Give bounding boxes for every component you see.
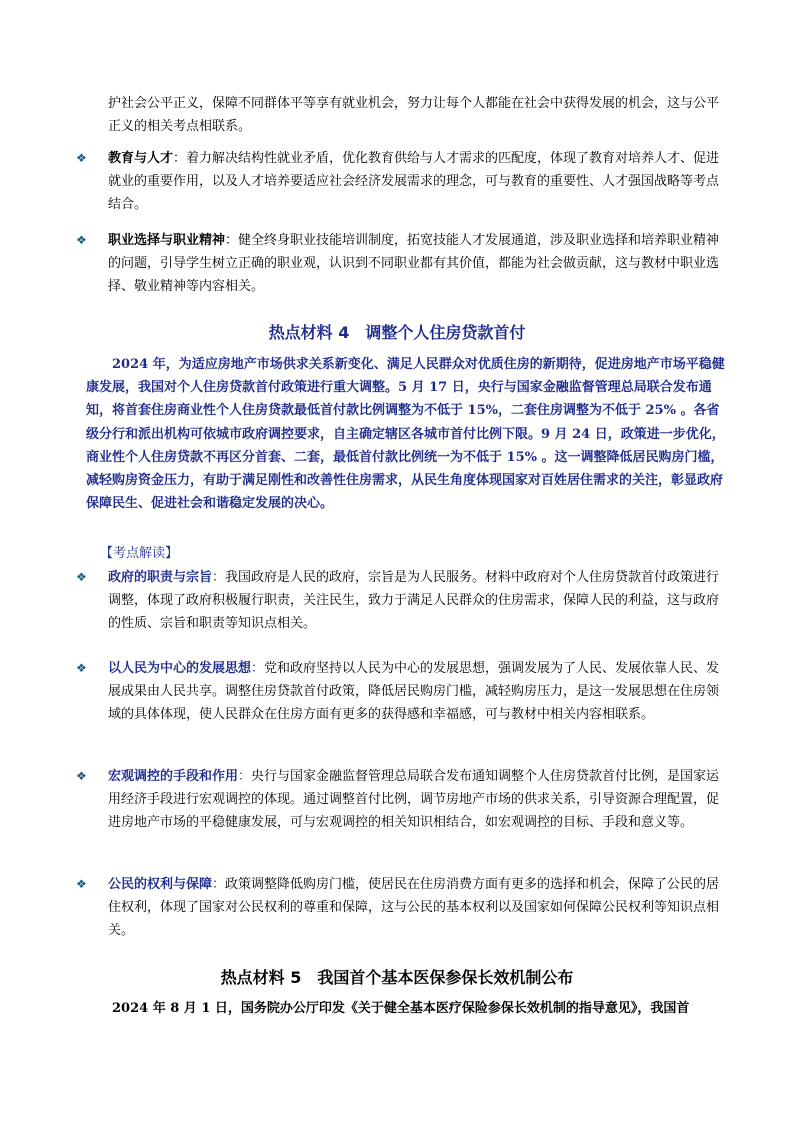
heading-material-4: 热点材料 4 调整个人住房贷款首付 bbox=[268, 323, 526, 342]
bullet-diamond-icon: ❖ bbox=[76, 769, 87, 783]
bullet-sep: ： bbox=[212, 570, 226, 585]
bullet-sep: ： bbox=[225, 233, 239, 248]
bullet-text: 政策调整降低购房门槛，使居民在住房消费方面有更多的选择和机会，保障了公民的居住权利，体现了国家对公民权利的尊重和保障，这与公民的基本权利以及国家如何保障公民权利等知识点相关。 bbox=[108, 877, 720, 939]
bullet-education-talent bbox=[108, 147, 728, 217]
bullet-text: 党和政府坚持以人民为中心的发展思想，强调发展为了人民、发展依靠人民、发展成果由人民共享。调整住房贷款首付政策，降低居民购房门槛，减轻购房压力，是这一发展思想在住房领域的具体体现，使人民群众在住房方面有更多的获得感和幸福感，可与教材中相关内容相联系。 bbox=[108, 661, 720, 723]
bullet-title: 政府的职责与宗旨 bbox=[108, 570, 213, 585]
bullet-title: 教育与人才 bbox=[108, 151, 174, 166]
heading-material-5: 热点材料 5 我国首个基本医保参保长效机制公布 bbox=[220, 968, 574, 987]
bullet-macro-control bbox=[108, 765, 728, 835]
bullet-sep: ： bbox=[212, 877, 226, 892]
bullet-sep: ： bbox=[238, 769, 252, 784]
bullet-citizen-rights bbox=[108, 873, 728, 943]
bullet-title: 宏观调控的手段和作用 bbox=[108, 769, 239, 784]
kaodian-label: 【考点解读】 bbox=[100, 546, 179, 561]
bullet-diamond-icon: ❖ bbox=[76, 877, 87, 891]
material-4-body: 2024 年，为适应房地产市场供求关系新变化、满足人民群众对优质住房的新期待，促进房地产市场平稳健康发展，我国对个人住房贷款首付政策进行重大调整。5 月 17 日，央行与国家金融监督管理总局联合发布通知，将首套住房商业性个人住房贷款最低首付款比例调整为不低于 15%，二套住房调整为不低于 25% 。各省级分行和派出机构可依城市政府调控要求，自主确定辖区各城市首付比例下限。9 月 24 日，政策进一步优化，商业性个人住房贷款不再区分首套、二套，最低首付款比例统一为不低于 15% 。这一调整降低居民购房门槛，减轻购房资金压力，有助于满足刚性和改善性住房需求，从民生角度体现国家对百姓居住需求的关注，彰显政府保障民生、促进社会和谐稳定发展的决心。 bbox=[86, 357, 725, 512]
bullet-diamond-icon: ❖ bbox=[76, 151, 87, 165]
bullet-diamond-icon: ❖ bbox=[76, 661, 87, 675]
bullet-career-choice bbox=[108, 229, 728, 299]
bullet-sep: ： bbox=[173, 151, 187, 166]
bullet-government-duty bbox=[108, 566, 728, 636]
bullet-text: 健全终身职业技能培训制度，拓宽技能人才发展通道，涉及职业选择和培养职业精神的问题，引导学生树立正确的职业观，认识到不同职业都有其价值，都能为社会做贡献，这与教材中职业选择、敬业精神等内容相关。 bbox=[108, 233, 720, 295]
bullet-diamond-icon: ❖ bbox=[76, 233, 87, 247]
continued-paragraph: 护社会公平正义，保障不同群体平等享有就业机会，努力让每个人都能在社会中获得发展的机会，这与公平正义的相关考点相联系。 bbox=[108, 96, 720, 135]
bullet-text: 央行与国家金融监督管理总局联合发布通知调整个人住房贷款首付比例，是国家运用经济手段进行宏观调控的体现。通过调整首付比例，调节房地产市场的供求关系，引导资源合理配置，促进房地产市场的平稳健康发展，可与宏观调控的相关知识相结合，如宏观调控的目标、手段和意义等。 bbox=[108, 769, 720, 831]
bullet-title: 以人民为中心的发展思想 bbox=[108, 661, 252, 676]
bullet-diamond-icon: ❖ bbox=[76, 570, 87, 584]
bullet-sep: ： bbox=[251, 661, 265, 676]
bullet-title: 职业选择与职业精神 bbox=[108, 233, 226, 248]
bullet-people-centered bbox=[108, 657, 728, 727]
bullet-text: 我国政府是人民的政府，宗旨是为人民服务。材料中政府对个人住房贷款首付政策进行调整，体现了政府积极履行职责，关注民生，致力于满足人民群众的住房需求，保障人民的利益，这与政府的性质、宗旨和职责等知识点相关。 bbox=[108, 570, 720, 632]
bullet-text: 着力解决结构性就业矛盾，优化教育供给与人才需求的匹配度，体现了教育对培养人才、促进就业的重要作用，以及人才培养要适应社会经济发展需求的理念，可与教育的重要性、人才强国战略等考点结合。 bbox=[108, 151, 720, 213]
material-5-body: 2024 年 8 月 1 日，国务院办公厅印发《关于健全基本医疗保险参保长效机制的指导意见》，我国首 bbox=[112, 1001, 690, 1016]
bullet-title: 公民的权利与保障 bbox=[108, 877, 213, 892]
